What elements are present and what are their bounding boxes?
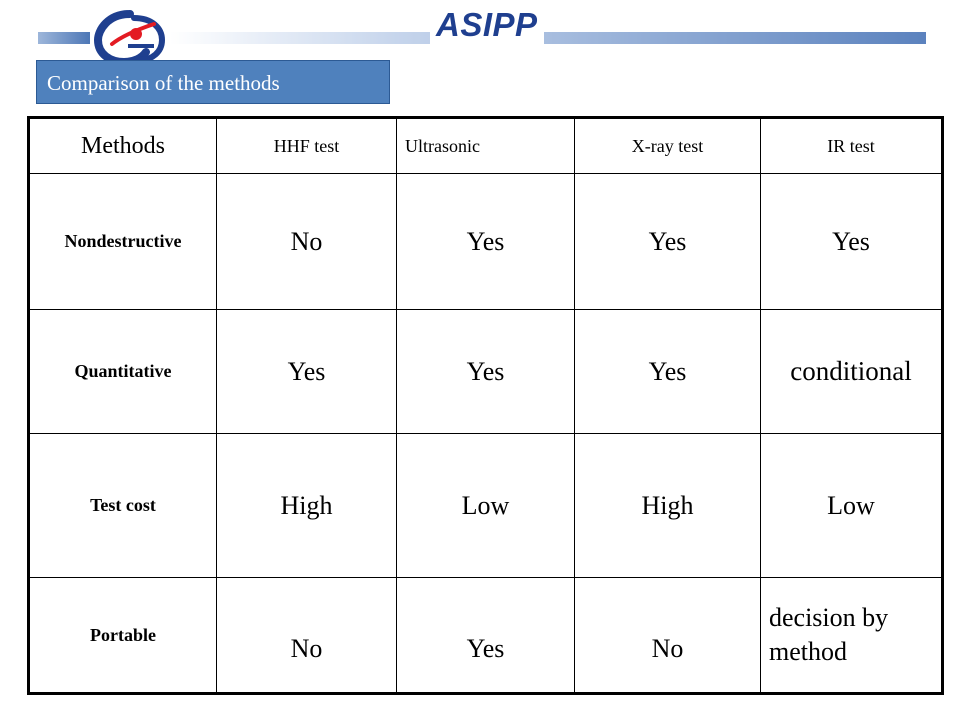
- row-header: Nondestructive: [29, 174, 217, 310]
- table-cell: conditional: [761, 310, 943, 434]
- table-cell: decision by method: [761, 578, 943, 694]
- section-label: Comparison of the methods: [36, 60, 390, 104]
- table-cell: Low: [397, 434, 575, 578]
- slide-header: [0, 0, 960, 110]
- header-bar-left: [38, 32, 90, 44]
- table-cell: Yes: [217, 310, 397, 434]
- column-header: X-ray test: [575, 118, 761, 174]
- table-cell: Low: [761, 434, 943, 578]
- column-header: IR test: [761, 118, 943, 174]
- brand-title: ASIPP: [430, 6, 544, 44]
- table-cell: Yes: [575, 174, 761, 310]
- table-header-row: [29, 118, 943, 174]
- table-cell: Yes: [761, 174, 943, 310]
- row-header: Portable: [29, 578, 217, 694]
- table-cell: Yes: [397, 174, 575, 310]
- table-row: [29, 310, 943, 434]
- table-cell: Yes: [397, 578, 575, 694]
- table-row: [29, 174, 943, 310]
- row-header: Test cost: [29, 434, 217, 578]
- table-row: [29, 434, 943, 578]
- comparison-table: [27, 116, 944, 695]
- table-cell: High: [575, 434, 761, 578]
- table-cell: Yes: [575, 310, 761, 434]
- table-cell: No: [217, 578, 397, 694]
- table-cell: Yes: [397, 310, 575, 434]
- row-header: Quantitative: [29, 310, 217, 434]
- table-row: [29, 578, 943, 694]
- column-header: Ultrasonic: [397, 118, 575, 174]
- column-header: HHF test: [217, 118, 397, 174]
- corner-header: Methods: [29, 118, 217, 174]
- asipp-logo-icon: [90, 6, 170, 68]
- header-bar-right: [170, 32, 926, 44]
- table-cell: High: [217, 434, 397, 578]
- table-cell: No: [575, 578, 761, 694]
- table-cell: No: [217, 174, 397, 310]
